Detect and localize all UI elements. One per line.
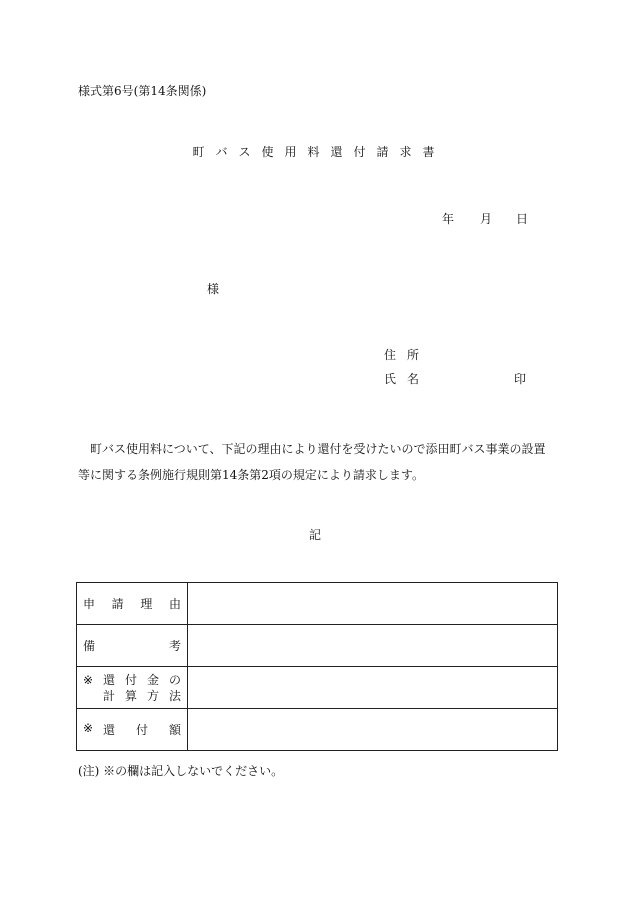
- label-char: 計: [103, 688, 116, 703]
- row-label-amount: [77, 709, 188, 751]
- spaced-label: [83, 595, 181, 612]
- request-table: [76, 582, 558, 751]
- label-char: 考: [168, 639, 181, 653]
- label-char: 金: [146, 672, 159, 687]
- label-char: 額: [168, 723, 181, 737]
- footnote: (注) ※の欄は記入しないでください。: [78, 764, 284, 778]
- table-row: [77, 625, 558, 667]
- label-line-1: [83, 672, 181, 688]
- recipient-honorific: 様: [207, 282, 220, 296]
- label-char: 請: [111, 597, 124, 611]
- spaced-label: [83, 637, 181, 654]
- two-line-label: [83, 672, 181, 704]
- label-char: 備: [83, 639, 96, 653]
- label-line-2: [83, 688, 181, 704]
- form-number: 様式第6号(第14条関係): [78, 84, 207, 98]
- spaced-label: [103, 721, 181, 738]
- request-body-text: 町バス使用料について、下記の理由により還付を受けたいので添田町バス事業の設置等に関する条例施行規則第14条第2項の規定により請求します。: [78, 442, 546, 482]
- address-label: 住所: [384, 348, 431, 362]
- label-char: 申: [83, 597, 96, 611]
- date-year-label: 年: [442, 212, 455, 226]
- row-label-calculation: [77, 667, 188, 709]
- date-month-label: 月: [480, 212, 493, 226]
- label-char: 付: [135, 723, 148, 737]
- label-char: の: [168, 672, 181, 687]
- reason-field[interactable]: [188, 583, 558, 625]
- spaced-label: [103, 672, 181, 688]
- remarks-field[interactable]: [188, 625, 558, 667]
- row-label-remarks: [77, 625, 188, 667]
- label-char: 付: [124, 672, 137, 687]
- ki-label: 記: [308, 528, 321, 542]
- amount-field[interactable]: [188, 709, 558, 751]
- document-title: 町バス使用料還付請求書: [192, 145, 446, 159]
- table-row: [77, 583, 558, 625]
- row-label-reason: [77, 583, 188, 625]
- label-char: 法: [168, 688, 181, 703]
- label-char: 方: [146, 688, 159, 703]
- calculation-field[interactable]: [188, 667, 558, 709]
- name-label: 氏名: [384, 372, 431, 386]
- date-day-label: 日: [516, 212, 529, 226]
- table-row: [77, 709, 558, 751]
- label-char: 還: [103, 672, 116, 687]
- label-char: 由: [168, 597, 181, 611]
- marked-label: [83, 721, 181, 738]
- note-mark: ※: [83, 721, 94, 735]
- note-mark: ※: [83, 672, 94, 687]
- label-char: 理: [140, 597, 153, 611]
- label-char: 還: [103, 723, 116, 737]
- seal-label: 印: [514, 372, 527, 386]
- label-char: 算: [124, 688, 137, 703]
- table-row: [77, 667, 558, 709]
